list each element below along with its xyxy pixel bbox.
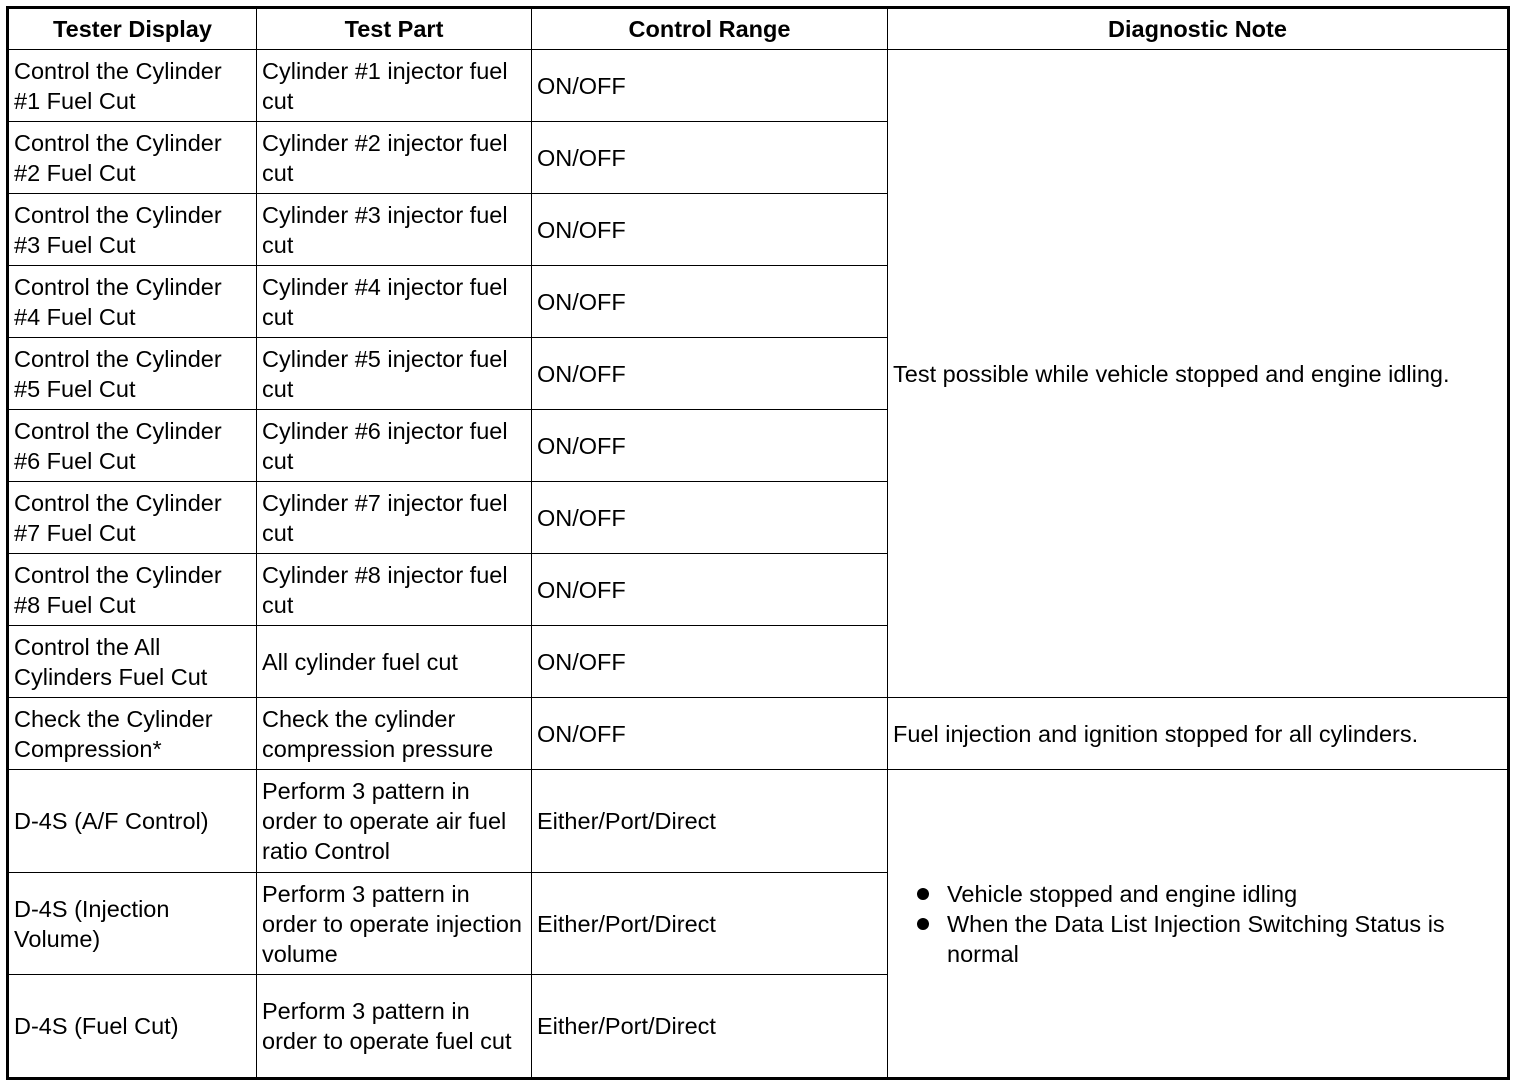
control-range-cell: ON/OFF — [532, 50, 888, 122]
d4s-note-list — [893, 879, 1502, 969]
test-part-cell: Cylinder #5 injector fuel cut — [257, 338, 532, 410]
control-range-cell: ON/OFF — [532, 698, 888, 770]
control-range-cell: ON/OFF — [532, 122, 888, 194]
table-header-row — [8, 8, 1509, 50]
control-range-cell: ON/OFF — [532, 626, 888, 698]
control-range-cell: ON/OFF — [532, 194, 888, 266]
tester-display-cell: Control the All Cylinders Fuel Cut — [8, 626, 257, 698]
test-part-cell: Cylinder #7 injector fuel cut — [257, 482, 532, 554]
test-part-cell: Cylinder #3 injector fuel cut — [257, 194, 532, 266]
header-test-part: Test Part — [257, 8, 532, 50]
test-part-cell: Cylinder #8 injector fuel cut — [257, 554, 532, 626]
header-control-range: Control Range — [532, 8, 888, 50]
tester-display-cell: Control the Cylinder #4 Fuel Cut — [8, 266, 257, 338]
tester-display-cell: D-4S (Injection Volume) — [8, 872, 257, 974]
control-range-cell: ON/OFF — [532, 482, 888, 554]
note-list-item — [911, 909, 1502, 969]
test-part-cell: Cylinder #6 injector fuel cut — [257, 410, 532, 482]
note-text: Vehicle stopped and engine idling — [947, 880, 1298, 907]
test-part-cell: Perform 3 pattern in order to operate fuel cut — [257, 975, 532, 1079]
tester-display-cell: Control the Cylinder #5 Fuel Cut — [8, 338, 257, 410]
tester-display-cell: Control the Cylinder #2 Fuel Cut — [8, 122, 257, 194]
test-part-cell: Perform 3 pattern in order to operate air fuel ratio Control — [257, 770, 532, 872]
control-range-cell: Either/Port/Direct — [532, 872, 888, 974]
diagnostic-note-d4s — [888, 770, 1509, 1079]
table-row — [8, 698, 1509, 770]
diagnostic-table — [6, 6, 1510, 1080]
test-part-cell: Perform 3 pattern in order to operate injection volume — [257, 872, 532, 974]
tester-display-cell: Check the Cylinder Compression* — [8, 698, 257, 770]
tester-display-cell: D-4S (A/F Control) — [8, 770, 257, 872]
tester-display-cell: Control the Cylinder #8 Fuel Cut — [8, 554, 257, 626]
control-range-cell: ON/OFF — [532, 410, 888, 482]
tester-display-cell: D-4S (Fuel Cut) — [8, 975, 257, 1079]
table-row — [8, 770, 1509, 872]
tester-display-cell: Control the Cylinder #1 Fuel Cut — [8, 50, 257, 122]
control-range-cell: Either/Port/Direct — [532, 975, 888, 1079]
test-part-cell: Cylinder #2 injector fuel cut — [257, 122, 532, 194]
note-text: When the Data List Injection Switching Status is normal — [947, 910, 1445, 967]
test-part-cell: Cylinder #1 injector fuel cut — [257, 50, 532, 122]
diagnostic-note-fuel-cut: Test possible while vehicle stopped and engine idling. — [888, 50, 1509, 698]
header-diagnostic-note: Diagnostic Note — [888, 8, 1509, 50]
control-range-cell: ON/OFF — [532, 338, 888, 410]
bullet-icon — [917, 918, 929, 930]
tester-display-cell: Control the Cylinder #6 Fuel Cut — [8, 410, 257, 482]
test-part-cell: Check the cylinder compression pressure — [257, 698, 532, 770]
control-range-cell: ON/OFF — [532, 554, 888, 626]
control-range-cell: Either/Port/Direct — [532, 770, 888, 872]
tester-display-cell: Control the Cylinder #3 Fuel Cut — [8, 194, 257, 266]
header-tester-display: Tester Display — [8, 8, 257, 50]
test-part-cell: Cylinder #4 injector fuel cut — [257, 266, 532, 338]
table-row — [8, 50, 1509, 122]
note-list-item — [911, 879, 1502, 909]
control-range-cell: ON/OFF — [532, 266, 888, 338]
diagnostic-note-compression: Fuel injection and ignition stopped for all cylinders. — [888, 698, 1509, 770]
tester-display-cell: Control the Cylinder #7 Fuel Cut — [8, 482, 257, 554]
test-part-cell: All cylinder fuel cut — [257, 626, 532, 698]
bullet-icon — [917, 888, 929, 900]
